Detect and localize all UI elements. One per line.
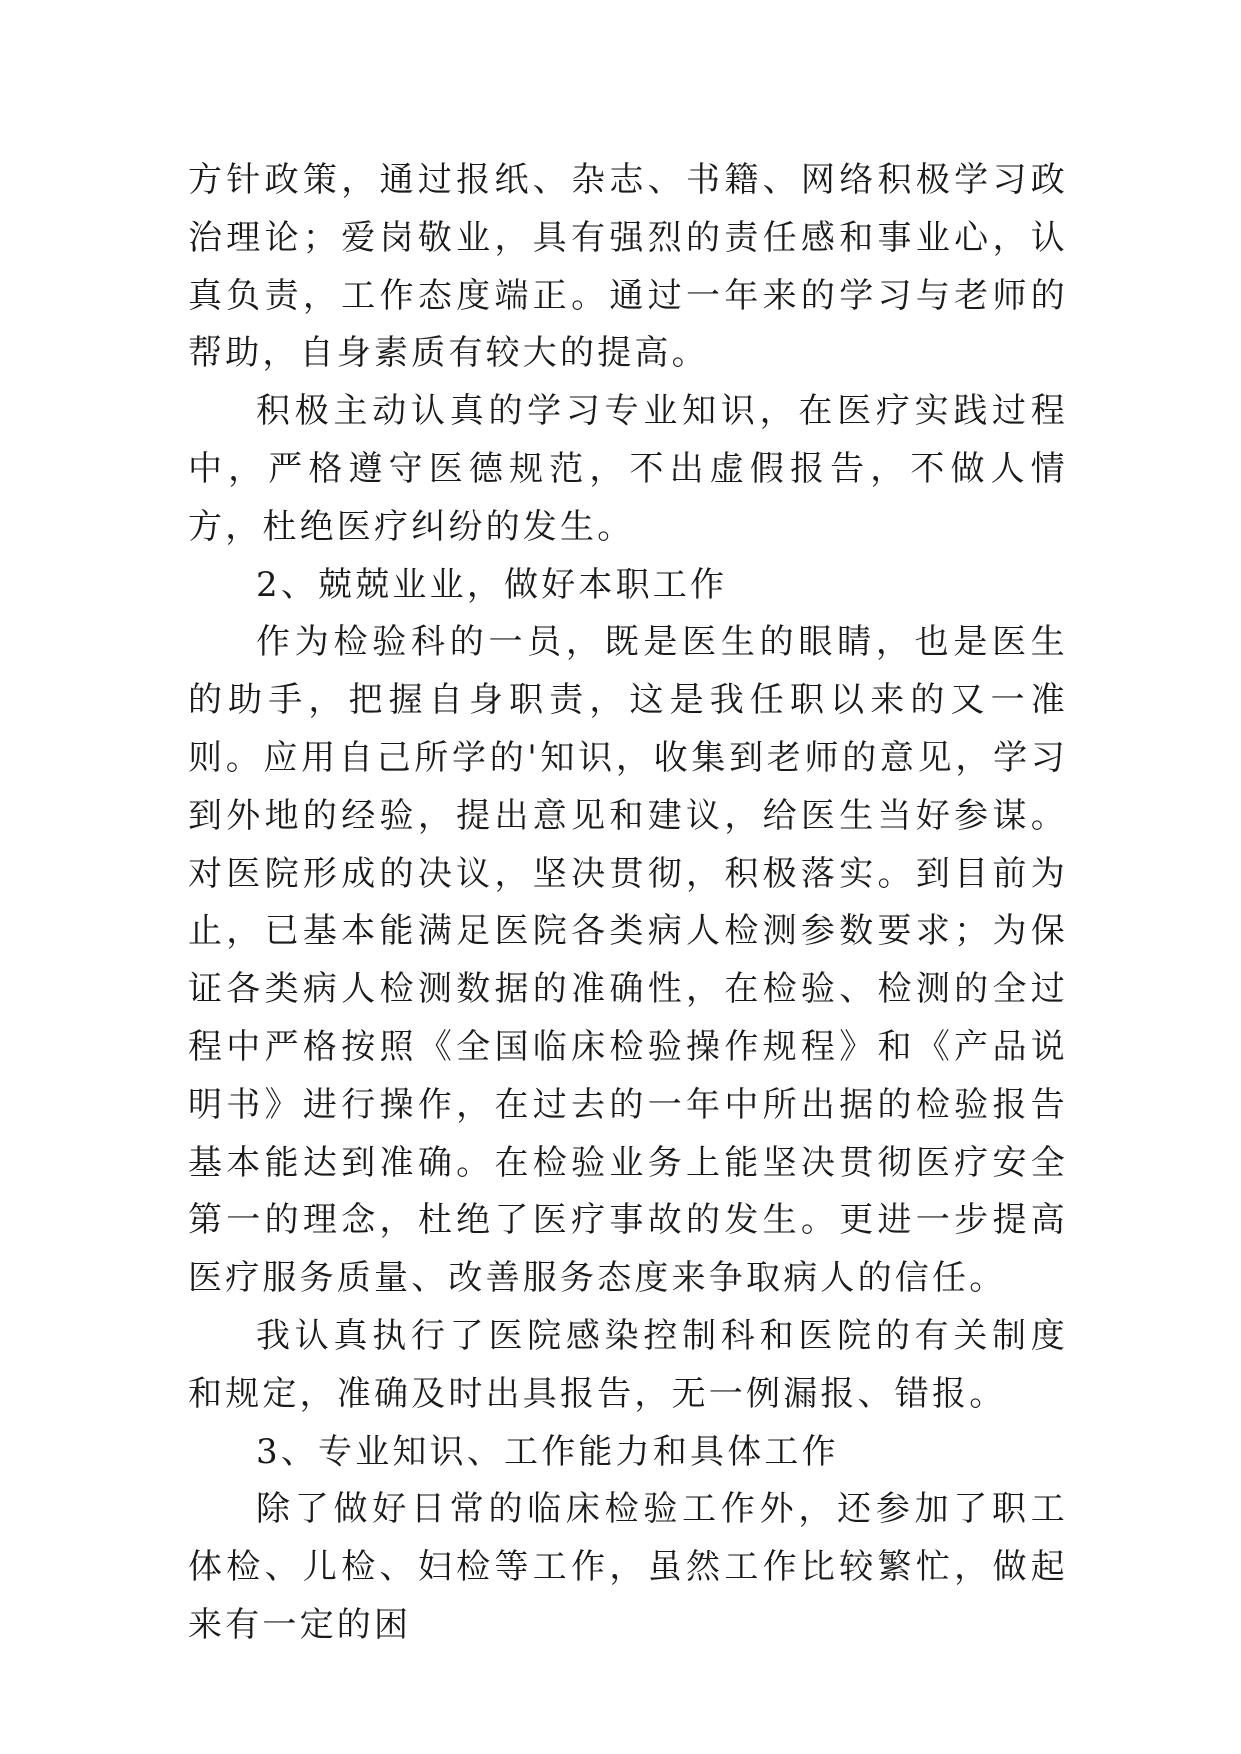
paragraph-daily-work: 除了做好日常的临床检验工作外，还参加了职工体检、儿检、妇检等工作，虽然工作比较繁忙，做起来有一定的困 <box>188 1489 1068 1645</box>
section-heading-2: 2、兢兢业业，做好本职工作 <box>256 564 728 605</box>
section-heading-3: 3、专业知识、工作能力和具体工作 <box>256 1431 839 1472</box>
paragraph-professional-knowledge: 积极主动认真的学习专业知识，在医疗实践过程中，严格遵守医德规范，不出虚假报告，不做人情方，杜绝医疗纠纷的发生。 <box>188 391 1068 547</box>
paragraph-lab-duties: 作为检验科的一员，既是医生的眼睛，也是医生的助手，把握自身职责，这是我任职以来的又一准则。应用自己所学的'知识，收集到老师的意见，学习到外地的经验，提出意见和建议，给医生当好参谋。对医院形成的决议，坚决贯彻，积极落实。到目前为止，已基本能满足医院各类病人检测参数要求；为保证各类病人检测数据的准确性，在检验、检测的全过程中严格按照《全国临床检验操作规程》和《产品说明书》进行操作，在过去的一年中所出据的检验报告基本能达到准确。在检验业务上能坚决贯彻医疗安全第一的理念，杜绝了医疗事故的发生。更进一步提高医疗服务质量、改善服务态度来争取病人的信任。 <box>188 622 1068 1299</box>
document-body <box>188 152 1068 1655</box>
paragraph-political-study: 方针政策，通过报纸、杂志、书籍、网络积极学习政治理论；爱岗敬业，具有强烈的责任感和事业心，认真负责，工作态度端正。通过一年来的学习与老师的帮助，自身素质有较大的提高。 <box>188 160 1068 374</box>
paragraph-infection-control: 我认真执行了医院感染控制科和医院的有关制度和规定，准确及时出具报告，无一例漏报、错报。 <box>188 1315 1068 1414</box>
